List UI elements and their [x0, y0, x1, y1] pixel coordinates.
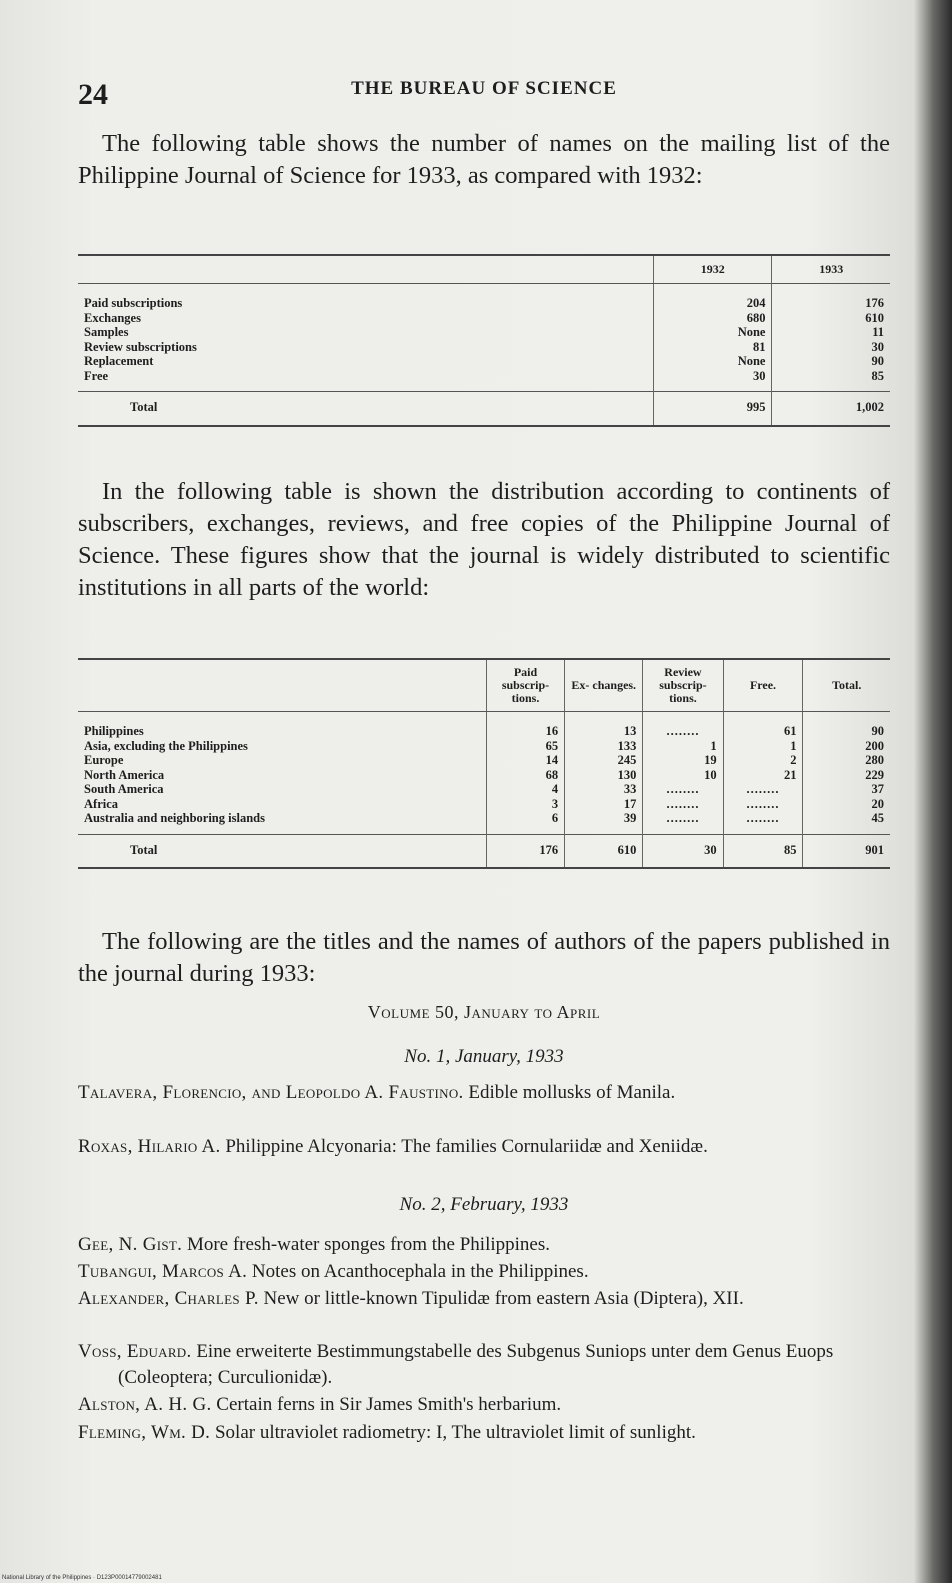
col-exchanges: Ex- changes. — [565, 659, 643, 712]
table-row: Exchanges 680 610 — [78, 311, 890, 326]
table-row: Europe 14 245 19 2 280 — [78, 753, 890, 768]
table-total-row: Total 176 610 30 85 901 — [78, 834, 890, 868]
table-row: Africa 3 17 ........ ........ 20 — [78, 797, 890, 812]
table-header-row — [78, 255, 890, 284]
entry-author: Alexander, Charles P. — [78, 1288, 259, 1309]
table-row: Paid subscriptions 204 176 — [78, 284, 890, 311]
entry-title: Solar ultraviolet radiometry: I, The ultraviolet limit of sunlight. — [214, 1422, 696, 1443]
table-row: South America 4 33 ........ ........ 37 — [78, 782, 890, 797]
entry-author: Voss, Eduard. — [78, 1341, 192, 1362]
entry-author: Roxas, Hilario A. — [78, 1136, 221, 1157]
col-total: Total. — [803, 659, 890, 712]
col-1933: 1933 — [772, 255, 890, 284]
table-row: Review subscriptions 81 30 — [78, 340, 890, 355]
bibliography-entry — [78, 1080, 882, 1106]
issue-heading-2: No. 2, February, 1933 — [399, 1194, 569, 1215]
entry-title: New or little-known Tipulidæ from eastern Asia (Diptera), XII. — [263, 1288, 744, 1309]
table-header-row — [78, 659, 890, 712]
entry-author: Alston, A. H. G. — [78, 1394, 212, 1415]
col-1932: 1932 — [653, 255, 772, 284]
page-number: 24 — [78, 78, 108, 111]
table-row: Asia, excluding the Philippines 65 133 1 1 200 — [78, 739, 890, 754]
col-paid: Paid subscrip- tions. — [486, 659, 564, 712]
entry-title: Edible mollusks of Manila. — [468, 1082, 676, 1103]
table-total-row: Total 995 1,002 — [78, 392, 890, 426]
table-row: North America 68 130 10 21 229 — [78, 768, 890, 783]
distribution-table — [78, 658, 890, 869]
scan-footer-credit: National Library of the Philippines · D123P00014779002481 — [2, 1575, 162, 1581]
bibliography-entry — [78, 1339, 882, 1391]
bibliography-entry — [78, 1420, 882, 1446]
page-header — [78, 72, 890, 112]
bibliography-entry — [78, 1259, 882, 1285]
running-head: THE BUREAU OF SCIENCE — [351, 78, 617, 99]
intro-paragraph-distribution: In the following table is shown the distribution according to continents of subscribers, exchanges, reviews, and free copies of the Philippine Journal of Science. These figures show that the journal is widely distributed to scientific institutions in all parts of the world: — [78, 478, 890, 601]
intro-paragraph-titles: The following are the titles and the names of authors of the papers published in the journal during 1933: — [78, 928, 890, 987]
mailing-list-table — [78, 254, 890, 427]
col-review: Review subscrip- tions. — [643, 659, 723, 712]
entry-title: Certain ferns in Sir James Smith's herbarium. — [216, 1394, 562, 1415]
bibliography-entry — [78, 1392, 882, 1418]
table-row: Replacement None 90 — [78, 354, 890, 369]
entry-title: Notes on Acanthocephala in the Philippines. — [251, 1261, 589, 1282]
table-row: Australia and neighboring islands 6 39 ........ ........ 45 — [78, 811, 890, 834]
table-row: Free 30 85 — [78, 369, 890, 392]
entry-title: More fresh-water sponges from the Philippines. — [186, 1234, 550, 1255]
issue-heading-1: No. 1, January, 1933 — [404, 1046, 564, 1067]
entry-author: Tubangui, Marcos A. — [78, 1261, 248, 1282]
intro-paragraph-mailing-list: The following table shows the number of names on the mailing list of the Philippine Journal of Science for 1933, as compared with 1932: — [78, 130, 890, 189]
col-free: Free. — [723, 659, 803, 712]
entry-author: Talavera, Florencio, and Leopoldo A. Faustino. — [78, 1082, 464, 1103]
table-row: Philippines 16 13 ........ 61 90 — [78, 712, 890, 739]
bibliography-entry — [78, 1286, 882, 1312]
bibliography-entry — [78, 1232, 882, 1258]
entry-author: Fleming, Wm. D. — [78, 1422, 211, 1443]
entry-author: Gee, N. Gist. — [78, 1234, 183, 1255]
table-row: Samples None 11 — [78, 325, 890, 340]
bibliography-entry — [78, 1134, 882, 1160]
entry-title: Philippine Alcyonaria: The families Cornulariidæ and Xeniidæ. — [225, 1136, 708, 1157]
volume-heading: Volume 50, January to April — [367, 1002, 601, 1022]
entry-title: Eine erweiterte Bestimmungstabelle des Subgenus Suniops unter dem Genus Euops (Coleoptera; Curculionidæ). — [118, 1341, 834, 1388]
